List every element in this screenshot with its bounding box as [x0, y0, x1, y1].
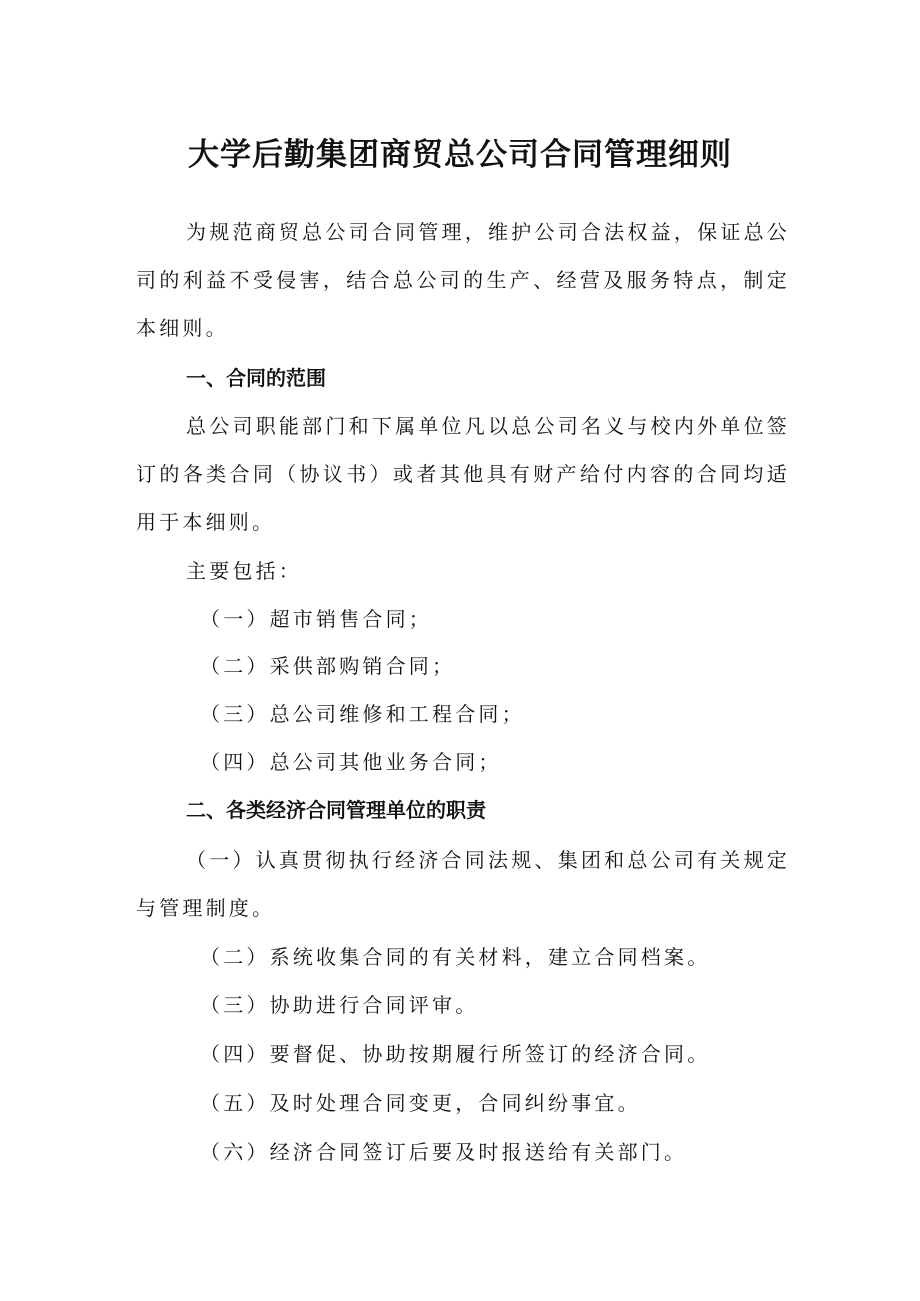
scope-list-item: （二）采供部购销合同； — [200, 654, 456, 678]
duties-list-item: （四）要督促、协助按期履行所签订的经济合同。 — [200, 1042, 711, 1066]
scope-list-item: （四）总公司其他业务合同； — [200, 750, 502, 774]
scope-list-item: （一）超市销售合同； — [200, 607, 432, 631]
duties-list-item: （二）系统收集合同的有关材料，建立合同档案。 — [200, 945, 711, 969]
duties-list-item: （三）协助进行合同评审。 — [200, 993, 479, 1017]
section-heading-duties: 二、各类经济合同管理单位的职责 — [186, 798, 486, 822]
intro-paragraph: 为规范商贸总公司合同管理，维护公司合法权益，保证总公司的利益不受侵害，结合总公司的生产、经营及服务特点，制定本细则。 — [136, 220, 790, 340]
duties-list-item: （五）及时处理合同变更，合同纠纷事宜。 — [200, 1091, 641, 1115]
scope-paragraph: 总公司职能部门和下属单位凡以总公司名义与校内外单位签订的各类合同（协议书）或者其他具有财产给付内容的合同均适用于本细则。 — [136, 414, 790, 534]
document-title: 大学后勤集团商贸总公司合同管理细则 — [188, 137, 732, 173]
duties-list-item: （一）认真贯彻执行经济合同法规、集团和总公司有关规定与管理制度。 — [136, 848, 790, 920]
duties-list-item: （六）经济合同签订后要及时报送给有关部门。 — [200, 1140, 688, 1164]
section-heading-scope: 一、合同的范围 — [186, 366, 326, 390]
scope-list-item: （三）总公司维修和工程合同； — [200, 702, 525, 726]
scope-lead-text: 主要包括： — [186, 559, 302, 583]
